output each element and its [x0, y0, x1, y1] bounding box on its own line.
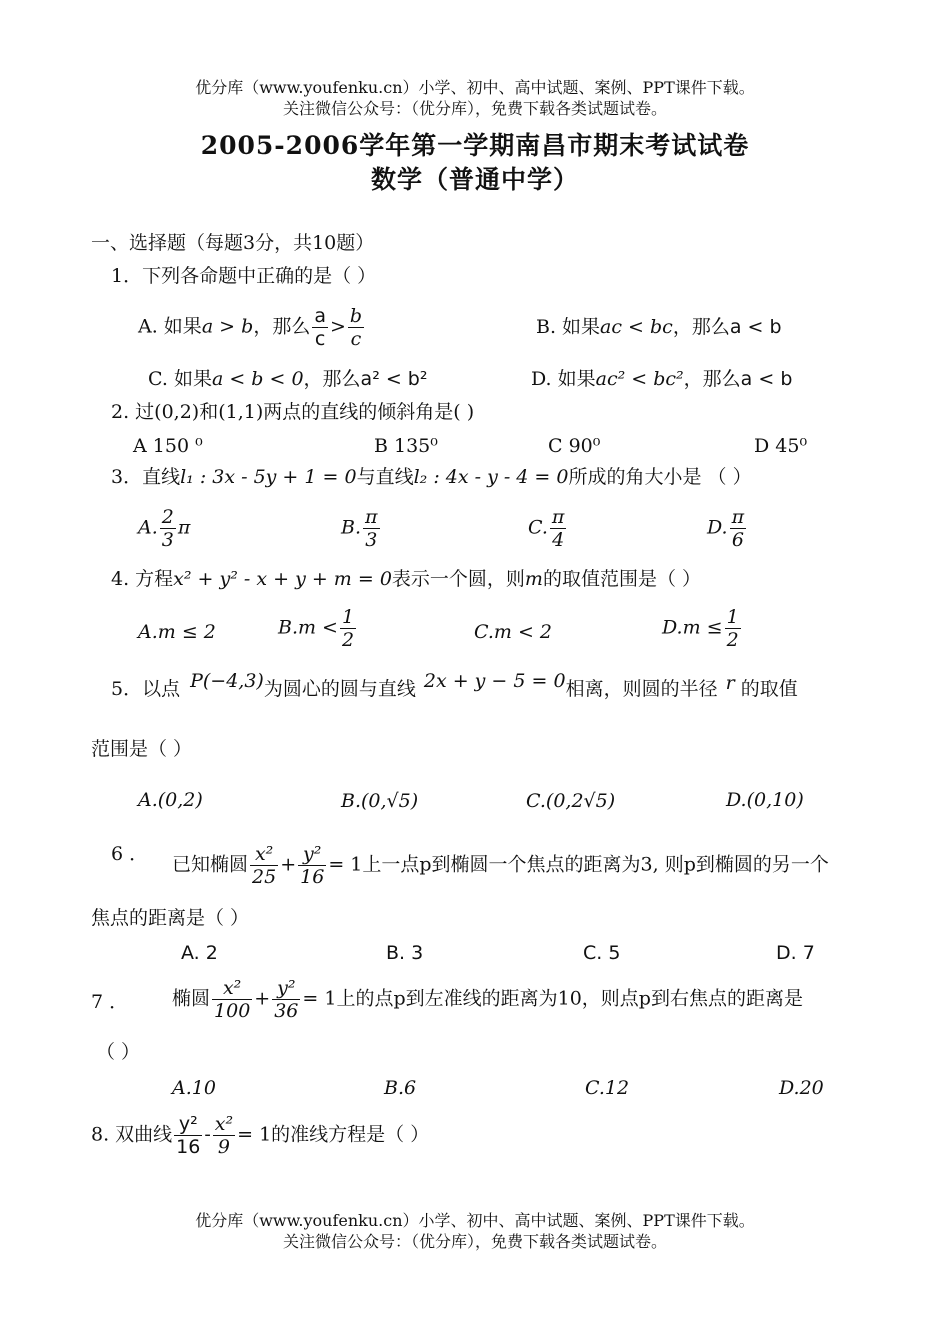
q5-middle: 为圆心的圆与直线 [263, 678, 416, 700]
question-5-option-a: A.(0,2) [138, 789, 203, 811]
gt-sign: > [329, 315, 346, 338]
option-d-result: a < b [740, 368, 793, 390]
fraction-x2-over-9: $\frac{\text{x²}}{9}$ [214, 1113, 234, 1158]
question-1-option-c [148, 367, 427, 391]
option-d-label: D. 如果 [531, 368, 596, 390]
fraction-y2-over-16: $\frac{\text{y²}}{16}$ [176, 1113, 201, 1158]
option-b-condition: ac < bc [600, 316, 673, 338]
radius-symbol: r [725, 672, 735, 694]
question-7-stem [172, 977, 803, 1022]
question-2-stem: 2. 过(0,2)和(1,1)两点的直线的倾斜角是( ) [111, 401, 475, 423]
question-3-option-d [707, 506, 748, 551]
option-a-condition: a > b [201, 315, 254, 338]
option-b-then: ，那么 [672, 316, 730, 338]
q3-d-label: D. [707, 516, 728, 539]
question-2-option-c: C 90⁰ [548, 435, 601, 457]
question-7-stem-line-2: （ ） [96, 1041, 141, 1063]
option-b-result: a < b [729, 316, 782, 338]
fraction-a-over-c: $\frac{a}{c}$ [314, 305, 326, 350]
question-5-option-d: D.(0,10) [726, 789, 804, 811]
q5-tail: 的取值 [740, 678, 798, 700]
q7-prefix: 椭圆 [172, 987, 211, 1010]
q3-a-label: A. [138, 516, 158, 539]
q7-suffix: = 1上的点p到左准线的距离为10，则点p到右焦点的距离是 [302, 987, 803, 1010]
q4-suffix: 的取值范围是（ ） [542, 568, 701, 590]
option-c-result: a² < b² [360, 368, 428, 390]
fraction-b-over-c: $\frac{b}{c}$ [349, 305, 363, 350]
q3-and: 与直线 [356, 466, 414, 488]
exam-subtitle: 数学（普通中学） [370, 165, 579, 194]
question-1-option-b [536, 315, 782, 339]
question-4-option-d [662, 606, 743, 651]
option-d-then: ，那么 [683, 368, 741, 390]
option-a-label: A. 如果 [138, 315, 202, 338]
fraction-1-over-2-b: $\frac{1}{2}$ [341, 606, 355, 651]
q6-suffix: = 1上一点p到椭圆一个焦点的距离为3, 则p到椭圆的另一个 [328, 853, 829, 876]
line-equation: 2x + y − 5 = 0 [423, 670, 566, 692]
header-line-1: 优分库（www.youfenku.cn）小学、初中、高中试题、案例、PPT课件下载。 [195, 78, 755, 97]
question-3-option-a [138, 506, 190, 551]
option-b-label: B. 如果 [536, 316, 601, 338]
question-4-option-b [278, 606, 358, 651]
q8-suffix: = 1的准线方程是（ ） [237, 1123, 430, 1146]
q5-prefix: 5．以点 [111, 678, 181, 700]
option-a-then: ，那么 [253, 315, 311, 338]
question-5-stem [111, 670, 798, 701]
plus-sign: + [280, 853, 297, 876]
center-point: P(−4,3) [190, 670, 264, 692]
option-d-condition: ac² < bc² [595, 368, 684, 390]
question-6-stem-line-2: 焦点的距离是（ ） [91, 907, 250, 929]
q6-prefix: 已知椭圆 [172, 853, 249, 876]
section-heading: 一、选择题（每题3分，共10题） [91, 232, 375, 254]
question-4-option-c: C.m < 2 [474, 621, 553, 643]
fraction-1-over-2-d: $\frac{1}{2}$ [726, 606, 739, 651]
question-2-option-a: A 150 ⁰ [133, 435, 203, 457]
question-1-option-d [531, 367, 792, 391]
question-5-option-b: B.(0,√5) [341, 790, 419, 812]
fraction-pi-over-4: $\frac{\pi}{4}$ [551, 506, 565, 551]
q4-b-prefix: B.m < [278, 616, 338, 639]
fraction-pi-over-6: $\frac{\pi}{6}$ [731, 506, 745, 551]
question-2-option-b: B 135⁰ [374, 435, 438, 457]
fraction-pi-over-3: $\frac{\pi}{3}$ [365, 506, 378, 551]
question-4-stem [111, 567, 701, 591]
q3-c-label: C. [528, 516, 548, 539]
question-6-option-d: D. 7 [776, 942, 815, 964]
pi-symbol: π [177, 516, 191, 539]
question-3-option-c [528, 506, 568, 551]
q3-b-label: B. [341, 516, 362, 539]
question-6-option-a: A. 2 [181, 942, 218, 964]
q8-prefix: 8. 双曲线 [91, 1123, 173, 1146]
question-7-option-c: C.12 [585, 1077, 630, 1099]
question-3-stem [111, 465, 752, 489]
footer-line-2: 关注微信公众号：（优分库），免费下载各类试题试卷。 [282, 1232, 667, 1251]
question-7-option-d: D.20 [779, 1077, 824, 1099]
fraction-x2-over-100: $\frac{\text{x²}}{100}$ [214, 977, 251, 1022]
question-6-number: 6 ． [111, 843, 149, 865]
minus-sign: - [204, 1123, 211, 1146]
line-l2-equation: l₂ : 4x - y - 4 = 0 [413, 466, 569, 488]
fraction-y2-over-36: $\frac{\text{y²}}{36}$ [274, 977, 299, 1022]
fraction-y2-over-16: $\frac{\text{y²}}{16}$ [300, 843, 325, 888]
q3-suffix: 所成的角大小是 （ ） [568, 466, 752, 488]
question-1-stem: 1．下列各命题中正确的是（ ） [111, 265, 377, 287]
q3-prefix: 3．直线 [111, 466, 181, 488]
question-6-stem [172, 843, 829, 888]
question-7-option-b: B.6 [384, 1077, 417, 1099]
header-line-2: 关注微信公众号：（优分库），免费下载各类试题试卷。 [282, 99, 667, 118]
question-5-option-c: C.(0,2√5) [526, 790, 616, 812]
option-c-label: C. 如果 [148, 368, 212, 390]
option-c-condition: a < b < 0 [211, 368, 304, 390]
exam-title: 2005-2006学年第一学期南昌市期末考试试卷 [200, 131, 750, 160]
fraction-2-over-3: $\frac{2}{3}$ [161, 506, 174, 551]
q5-radius-text: 相离，则圆的半径 [565, 678, 718, 700]
fraction-x2-over-25: $\frac{\text{x²}}{25}$ [252, 843, 277, 888]
question-2-option-d: D 45⁰ [754, 435, 808, 457]
q4-d-prefix: D.m ≤ [662, 616, 723, 639]
question-3-option-b [341, 506, 382, 551]
question-1-option-a [138, 305, 366, 350]
footer-line-1: 优分库（www.youfenku.cn）小学、初中、高中试题、案例、PPT课件下载。 [195, 1211, 755, 1230]
question-7-number: 7 ． [91, 991, 129, 1013]
question-6-option-c: C. 5 [583, 942, 621, 964]
question-8-stem [91, 1113, 429, 1158]
question-5-stem-line-2: 范围是（ ） [91, 738, 193, 760]
question-4-option-a: A.m ≤ 2 [138, 621, 216, 643]
line-l1-equation: l₁ : 3x - 5y + 1 = 0 [180, 466, 357, 488]
option-c-then: ，那么 [303, 368, 361, 390]
question-7-option-a: A.10 [172, 1077, 216, 1099]
q4-middle: 表示一个圆，则 [391, 568, 525, 590]
circle-equation: x² + y² - x + y + m = 0 [173, 568, 392, 590]
question-6-option-b: B. 3 [386, 942, 424, 964]
q4-variable: m [524, 568, 543, 590]
q4-prefix: 4. 方程 [111, 568, 174, 590]
plus-sign: + [254, 987, 271, 1010]
